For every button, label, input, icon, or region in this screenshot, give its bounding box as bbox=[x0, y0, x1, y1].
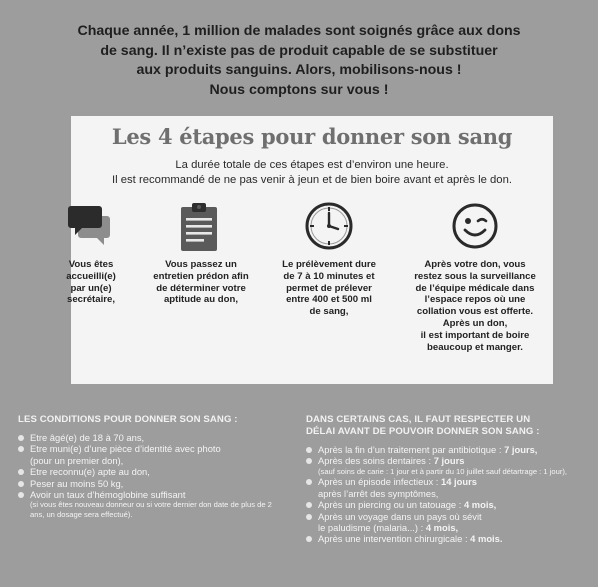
step-3-line: de 7 à 10 minutes et bbox=[283, 270, 375, 282]
list-item: Après un épisode infectieux : 14 jours après l’arrêt des symptômes, bbox=[306, 476, 582, 499]
step-3-text bbox=[267, 259, 391, 318]
subtitle-line: La durée totale de ces étapes est d’environ une heure. bbox=[175, 159, 449, 171]
step-4-line: collation vous est offerte. bbox=[416, 306, 534, 318]
clipboard-icon bbox=[180, 202, 218, 252]
step-4-line: beaucoup et manger. bbox=[427, 341, 523, 353]
speech-bubbles-icon bbox=[67, 202, 115, 250]
bullet-icon bbox=[306, 514, 312, 520]
bullet-icon bbox=[306, 536, 312, 542]
step-2-line: de déterminer votre bbox=[156, 282, 246, 294]
list-item: Etre reconnu(e) apte au don, bbox=[18, 466, 288, 477]
item-note: (sauf soins de carie : 1 jour et à partir du 10 juillet sauf détartrage : 1 jour), bbox=[318, 466, 568, 476]
list-item: Après un piercing ou un tatouage : 4 mois, bbox=[306, 499, 582, 510]
delays-title-line: DÉLAI AVANT DE POUVOIR DONNER SON SANG : bbox=[306, 426, 540, 437]
bullet-icon bbox=[306, 458, 312, 464]
winking-smiley-icon bbox=[451, 202, 499, 250]
step-4-line: Après votre don, vous bbox=[424, 259, 526, 270]
step-2-line: Vous passez un bbox=[165, 259, 237, 270]
list-item: Avoir un taux d’hémoglobine suffisant (si vous êtes nouveau donneur ou si votre dernier don date de plus de 2 ans, un dosage sera effectué). bbox=[18, 489, 288, 520]
intro-line: aux produits sanguins. Alors, mobilisons-nous ! bbox=[136, 62, 462, 78]
subtitle-line: Il est recommandé de ne pas venir à jeun et de bien boire avant et après le don. bbox=[111, 174, 513, 186]
list-item: Après une intervention chirurgicale : 4 mois. bbox=[306, 533, 582, 544]
list-item: Etre âgé(e) de 18 à 70 ans, bbox=[18, 432, 288, 443]
step-1-line: Vous êtes bbox=[68, 259, 114, 270]
step-2-line: aptitude au don, bbox=[163, 294, 239, 306]
step-3-line: permet de prélever bbox=[286, 282, 372, 294]
step-3-line: Le prélèvement dure bbox=[282, 259, 376, 270]
steps-panel bbox=[66, 116, 553, 384]
step-4-text bbox=[401, 259, 549, 353]
bullet-icon bbox=[306, 479, 312, 485]
bullet-icon bbox=[306, 502, 312, 508]
bullet-icon bbox=[18, 435, 24, 441]
delays-title-line: DANS CERTAINS CAS, IL FAUT RESPECTER UN bbox=[306, 414, 531, 425]
bullet-icon bbox=[18, 446, 24, 452]
bullet-icon bbox=[18, 481, 24, 487]
list-item: Etre muni(e) d’une pièce d’identité avec photo (pour un premier don), bbox=[18, 443, 288, 466]
panel-subtitle bbox=[71, 158, 553, 188]
bullet-icon bbox=[18, 469, 24, 475]
step-2-text bbox=[139, 259, 263, 306]
delays-list bbox=[306, 444, 582, 545]
intro-line: de sang. Il n’existe pas de produit capable de se substituer bbox=[100, 42, 498, 59]
list-item: Peser au moins 50 kg, bbox=[18, 478, 288, 489]
list-item: Après un voyage dans un pays où sévit le paludisme (malaria...) : 4 mois, bbox=[306, 511, 582, 534]
intro-line: Nous comptons sur vous ! bbox=[209, 81, 389, 98]
step-4-line: restez sous la surveillance bbox=[414, 270, 536, 282]
bullet-icon bbox=[18, 492, 24, 498]
item-note: (si vous êtes nouveau donneur ou si votre dernier don date de plus de 2 ans, un dosage sera effectué). bbox=[30, 500, 272, 520]
conditions-list bbox=[18, 432, 288, 520]
step-4-line: l’espace repos où une bbox=[424, 294, 526, 306]
bullet-icon bbox=[306, 447, 312, 453]
step-4-line: Après un don, bbox=[442, 317, 508, 329]
delays-title bbox=[306, 414, 540, 438]
clock-icon bbox=[305, 202, 353, 250]
step-1-line: par un(e) bbox=[70, 282, 112, 294]
intro-line: Chaque année, 1 million de malades sont soignés grâce aux dons bbox=[77, 23, 521, 39]
step-1-line: accueilli(e) bbox=[66, 270, 116, 282]
intro-text bbox=[40, 22, 558, 100]
panel-title: Les 4 étapes pour donner son sang bbox=[111, 124, 513, 149]
step-3-line: entre 400 et 500 ml bbox=[286, 294, 372, 306]
list-item: Après des soins dentaires : 7 jours (sauf soins de carie : 1 jour et à partir du 10 juillet sauf détartrage : 1 jour), bbox=[306, 455, 582, 476]
step-4-line: de l’équipe médicale dans bbox=[415, 282, 535, 294]
step-1-text bbox=[57, 259, 125, 306]
step-1-line: secrétaire, bbox=[66, 294, 115, 306]
step-4-line: il est important de boire bbox=[420, 329, 530, 341]
list-item: Après la fin d’un traitement par antibiotique : 7 jours, bbox=[306, 444, 582, 455]
step-3-line: de sang, bbox=[309, 306, 349, 318]
conditions-title: LES CONDITIONS POUR DONNER SON SANG : bbox=[18, 414, 238, 425]
step-2-line: entretien prédon afin bbox=[153, 270, 249, 282]
